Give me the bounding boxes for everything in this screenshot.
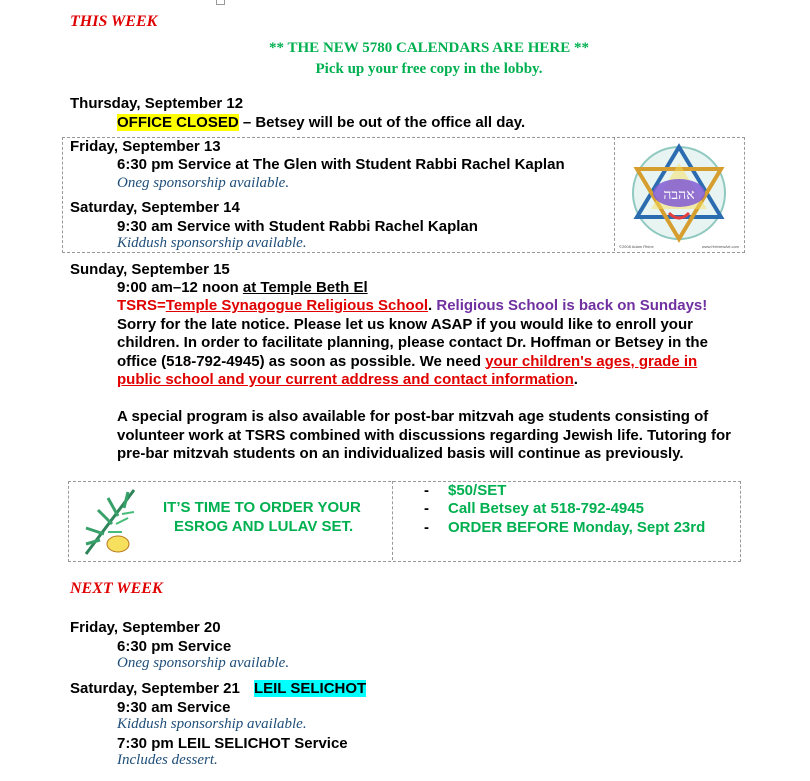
saturday-note: Kiddush sponsorship available. xyxy=(117,235,307,251)
tsrs-paragraph xyxy=(117,297,737,390)
tsrs-name: Temple Synagogue Religious School xyxy=(165,297,429,314)
calendar-line-2: Pick up your free copy in the lobby. xyxy=(315,61,543,77)
friday-date: Friday, September 13 xyxy=(70,138,221,155)
calendar-line-1: ** THE NEW 5780 CALENDARS ARE HERE ** xyxy=(269,40,589,56)
thursday-date: Thursday, September 12 xyxy=(70,95,244,112)
sunday-time-line xyxy=(117,279,368,296)
sunday-place: at Temple Beth El xyxy=(242,279,368,296)
esrog-bullet-3: - ORDER BEFORE Monday, Sept 23rd xyxy=(424,519,706,536)
next-friday-note: Oneg sponsorship available. xyxy=(117,655,290,671)
star-of-david-icon xyxy=(617,139,741,249)
esrog-bullet-2: - Call Betsey at 518-792-4945 xyxy=(424,500,644,517)
next-friday-service: 6:30 pm Service xyxy=(117,638,232,655)
next-saturday-line xyxy=(70,680,366,697)
star-of-david-artwork xyxy=(617,139,741,249)
thursday-note: – Betsey will be out of the office all day. xyxy=(238,114,526,131)
office-closed-badge: OFFICE CLOSED xyxy=(117,114,239,131)
selichot-note: Includes dessert. xyxy=(117,752,218,768)
image-caption-right: www.HebrewArt.com xyxy=(701,244,739,249)
lulav-etrog-artwork xyxy=(72,484,152,558)
next-friday-date: Friday, September 20 xyxy=(70,619,221,636)
next-saturday-service: 9:30 am Service xyxy=(117,699,231,716)
svg-text:אהבה: אהבה xyxy=(663,187,695,203)
leil-selichot-badge: LEIL SELICHOT xyxy=(253,680,367,697)
school-back-text: Religious School is back on Sundays! xyxy=(432,297,708,314)
sunday-date: Sunday, September 15 xyxy=(70,261,230,278)
friday-service: 6:30 pm Service at The Glen with Student Rabbi Rachel Kaplan xyxy=(117,156,565,173)
friday-note: Oneg sponsorship available. xyxy=(117,175,290,191)
saturday-date: Saturday, September 14 xyxy=(70,199,240,216)
saturday-service: 9:30 am Service with Student Rabbi Rachel Kaplan xyxy=(117,218,478,235)
next-saturday-note: Kiddush sponsorship available. xyxy=(117,716,307,732)
selichot-service: 7:30 pm LEIL SELICHOT Service xyxy=(117,735,348,752)
required-info: your children's ages, grade in public school and your current address and contact information xyxy=(117,352,698,388)
special-program-paragraph: A special program is also available for post-bar mitzvah age students consisting of volunteer work at TSRS combined with discussions regarding Jewish life. Tutoring for pre-bar mitzvah students on an individualized basis will continue as previously. xyxy=(117,408,731,462)
esrog-divider xyxy=(392,481,393,560)
lulav-icon xyxy=(72,484,152,558)
esrog-line-2: ESROG AND LULAV SET. xyxy=(174,518,354,535)
tsrs-label: TSRS= xyxy=(117,297,166,314)
esrog-bullet-1: - $50/SET xyxy=(424,482,507,499)
sunday-p1: Sorry for the late notice. Please let us know ASAP if you would like to enroll your children. In order to facilitate planning, please contact Dr. Hoffman or Betsey in the office (518-792-4945) as soon as possible. We need xyxy=(117,315,708,370)
sunday-time: 9:00 am–12 noon xyxy=(117,279,243,296)
sunday-p1-end: . xyxy=(573,371,578,388)
thursday-line xyxy=(117,114,525,131)
anchor-mark xyxy=(216,0,225,5)
image-divider xyxy=(614,137,615,251)
esrog-line-1: IT’S TIME TO ORDER YOUR xyxy=(163,499,361,516)
next-saturday-date: Saturday, September 21 xyxy=(70,680,240,697)
tsrs-period: . xyxy=(428,297,433,314)
next-week-heading: NEXT WEEK xyxy=(70,580,163,597)
this-week-heading: THIS WEEK xyxy=(70,13,158,30)
image-caption-left: ©2008 Adam Rhine xyxy=(619,244,654,249)
